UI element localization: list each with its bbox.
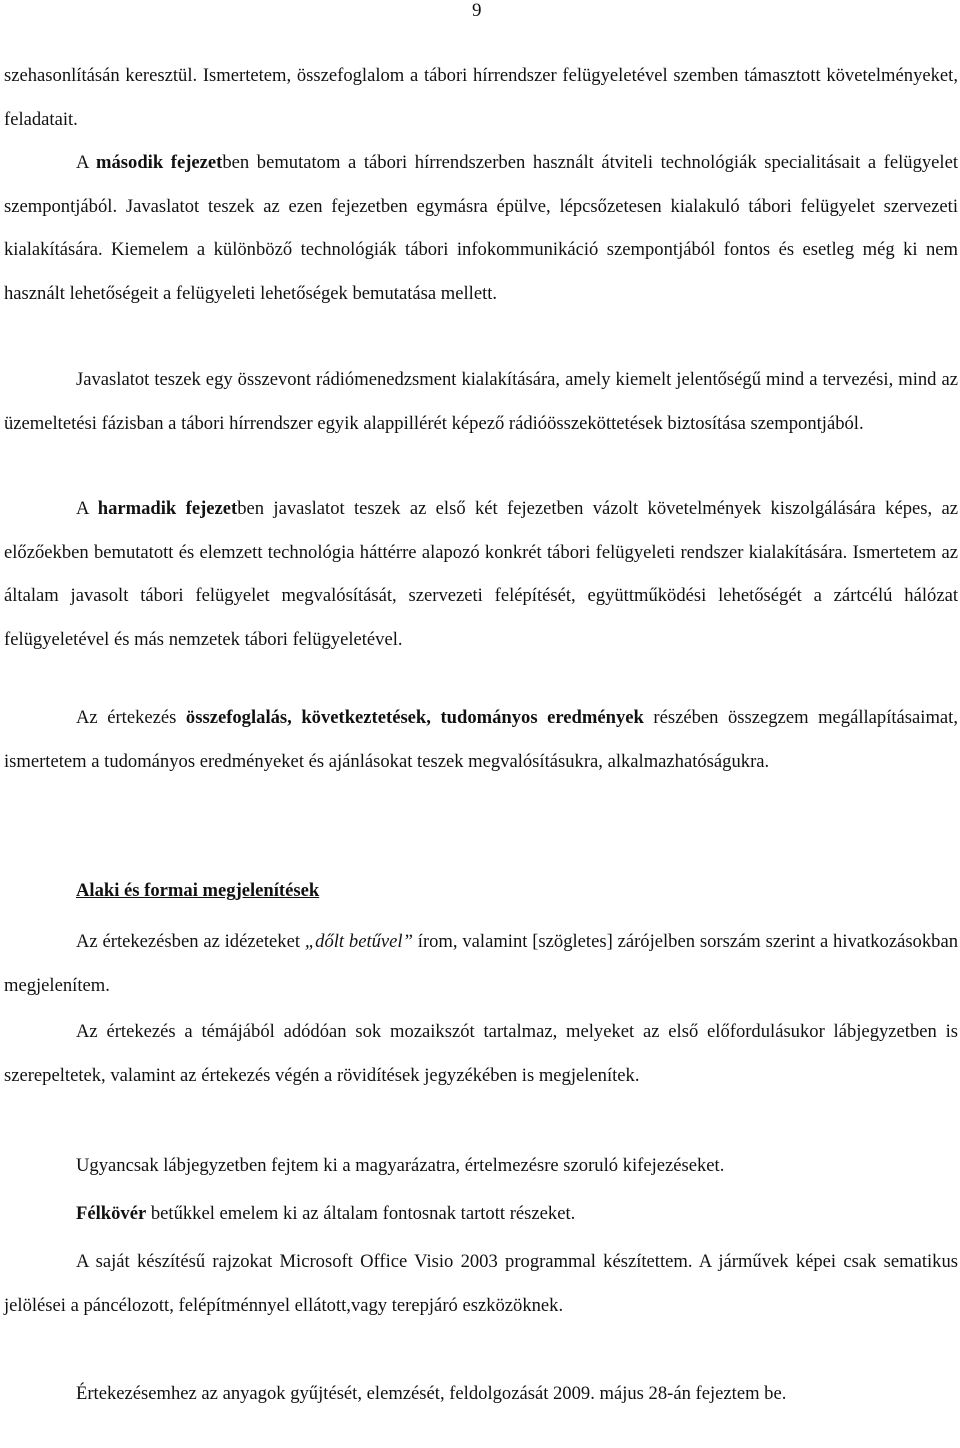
paragraph-completion-date: Értekezésemhez az anyagok gyűjtését, elemzését, feldolgozását 2009. május 28-án fejeztem be. xyxy=(76,1383,787,1404)
text-run: A xyxy=(76,498,98,519)
paragraph-third-chapter xyxy=(4,487,958,661)
text-run: betűkkel emelem ki az általam fontosnak tartott részeket. xyxy=(146,1203,576,1224)
bold-text: második fejezet xyxy=(96,152,223,173)
text-run: Az értekezésben az idézeteket xyxy=(76,931,305,952)
text-run: részében összegzem megállapításaimat, ismertetem a tudományos eredményeket és ajánlásokat teszek megvalósításukra, alkalmazhatóságukra. xyxy=(4,707,958,772)
paragraph-radio-management: Javaslatot teszek egy összevont rádiómenedzsment kialakítására, amely kiemelt jelentőségű mind a tervezési, mind az üzemeltetési fázisban a tábori hírrendszer egyik alappillérét képező rádióösszeköttetések biztosítása szempontjából. xyxy=(4,369,958,434)
page-number: 9 xyxy=(472,0,482,21)
section-heading: Alaki és formai megjelenítések xyxy=(76,880,320,901)
paragraph-second-chapter xyxy=(4,141,958,315)
paragraph-bold-usage xyxy=(76,1203,575,1225)
text-run: A xyxy=(76,152,96,173)
text-run: Az értekezés xyxy=(76,707,186,728)
paragraph-citations xyxy=(4,920,958,1007)
bold-text: Félkövér xyxy=(76,1203,147,1224)
italic-text: „dőlt betűvel” xyxy=(304,931,413,952)
paragraph-footnotes: Ugyancsak lábjegyzetben fejtem ki a magyarázatra, értelmezésre szoruló kifejezéseket. xyxy=(76,1155,725,1176)
text-run: ben bemutatom a tábori hírrendszerben használt átviteli technológiák specialitásait a felügyelet szempontjából. Javaslatot teszek az ezen fejezetben egymásra épülve, lépcsőzetesen kialakuló tábori felügyelet szervezeti kialakítására. Kiemelem a különböző technológiák tábori infokommunikáció szempontjából fontos és esetleg még ki nem használt lehetőségeit a felügyeleti lehetőségek bemutatása mellett. xyxy=(4,152,958,304)
text-run: ben javaslatot teszek az első két fejezetben vázolt követelmények kiszolgálására képes, az előzőekben bemutatott és elemzett technológia háttérre alapozó konkrét tábori felügyeleti rendszer kialakítására. Ismertetem az általam javasolt tábori felügyelet megvalósítását, szervezeti felépítését, együttműködési lehetőségét a zártcélú hálózat felügyeletével és más nemzetek tábori felügyeletével. xyxy=(4,498,958,650)
paragraph-intro-continuation: szehasonlításán keresztül. Ismertetem, összefoglalom a tábori hírrendszer felügyeletével szemben támasztott követelményeket, feladatait. xyxy=(4,65,958,130)
paragraph-acronyms: Az értekezés a témájából adódóan sok mozaikszót tartalmaz, melyeket az első előfordulásukor lábjegyzetben is szerepeltetek, valamint az értekezés végén a rövidítések jegyzékében is megjelenítek. xyxy=(4,1021,958,1086)
paragraph-summary xyxy=(4,696,958,783)
bold-text: összefoglalás, következtetések, tudományos eredmények xyxy=(185,707,644,728)
bold-text: harmadik fejezet xyxy=(97,498,238,519)
paragraph-drawings: A saját készítésű rajzokat Microsoft Office Visio 2003 programmal készítettem. A járművek képei csak sematikus jelölései a páncélozott, felépítménnyel ellátott,vagy terepjáró eszközöknek. xyxy=(4,1251,958,1316)
text-run: írom, valamint [szögletes] zárójelben sorszám szerint a hivatkozásokban megjelenítem. xyxy=(4,931,958,996)
